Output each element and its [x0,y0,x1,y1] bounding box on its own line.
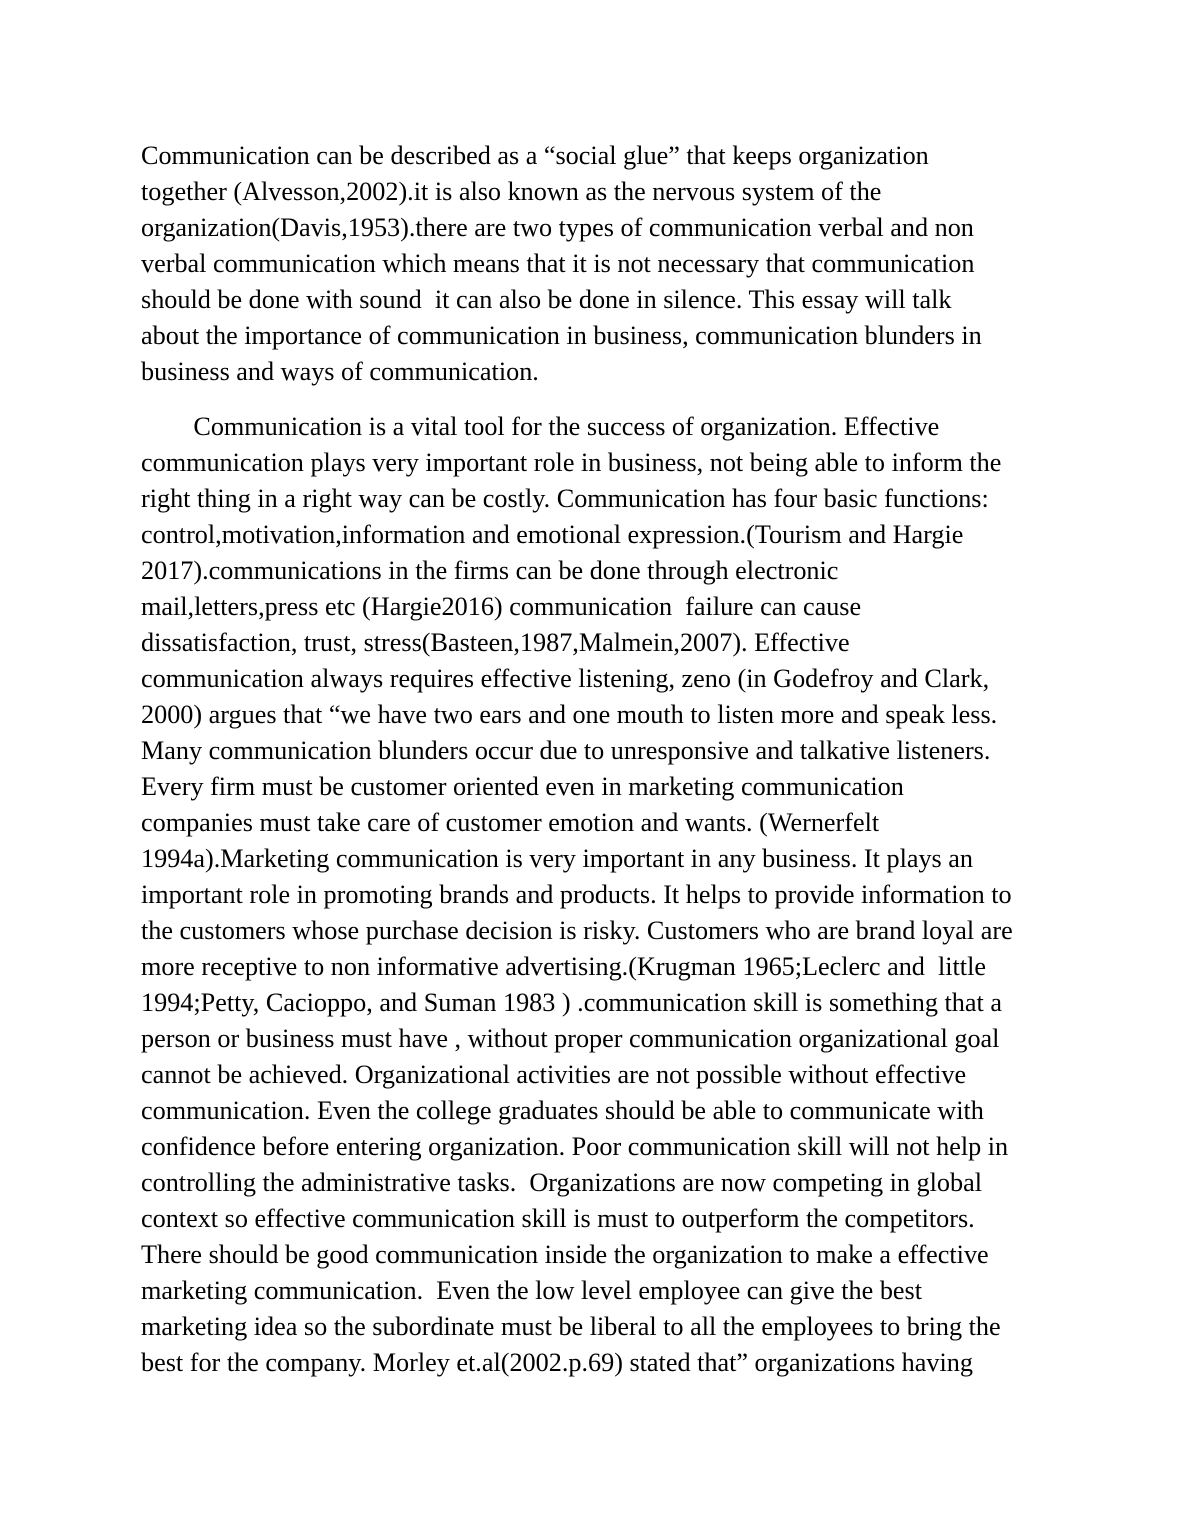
text-line: person or business must have , without proper communication organizational goal [141,1024,1000,1053]
paragraph-intro [141,138,1081,390]
text-line: should be done with sound it can also be done in silence. This essay will talk [141,285,952,314]
text-line: companies must take care of customer emotion and wants. (Wernerfelt [141,808,880,837]
text-line: 2000) argues that “we have two ears and one mouth to listen more and speak less. [141,700,998,729]
document-body [141,138,1081,1381]
text-line: more receptive to non informative advertising.(Krugman 1965;Leclerc and little [141,952,986,981]
text-line: cannot be achieved. Organizational activities are not possible without effective [141,1060,967,1089]
text-line: about the importance of communication in business, communication blunders in [141,321,982,350]
text-line: marketing communication. Even the low level employee can give the best [141,1276,923,1305]
text-line: important role in promoting brands and products. It helps to provide information to [141,880,1012,909]
text-line: control,motivation,information and emotional expression.(Tourism and Hargie [141,520,964,549]
text-line: best for the company. Morley et.al(2002.p.69) stated that” organizations having [141,1348,973,1377]
paragraph-spacer [141,390,1081,409]
text-line: right thing in a right way can be costly. Communication has four basic functions: [141,484,989,513]
text-line: There should be good communication inside the organization to make a effective [141,1240,989,1269]
text-line: organization(Davis,1953).there are two types of communication verbal and non [141,213,974,242]
text-line: confidence before entering organization. Poor communication skill will not help in [141,1132,1009,1161]
text-line: verbal communication which means that it is not necessary that communication [141,249,975,278]
text-line: business and ways of communication. [141,357,539,386]
text-line: marketing idea so the subordinate must be liberal to all the employees to bring the [141,1312,1001,1341]
paragraph-body [141,409,1081,1381]
text-line: communication always requires effective listening, zeno (in Godefroy and Clark, [141,664,990,693]
text-line: dissatisfaction, trust, stress(Basteen,1987,Malmein,2007). Effective [141,628,850,657]
text-line: together (Alvesson,2002).it is also known as the nervous system of the [141,177,882,206]
text-line: 1994;Petty, Cacioppo, and Suman 1983 ) .communication skill is something that a [141,988,1002,1017]
text-line: Communication can be described as a “social glue” that keeps organization [141,141,929,170]
text-line: Every firm must be customer oriented even in marketing communication [141,772,904,801]
text-line: 2017).communications in the firms can be done through electronic [141,556,839,585]
text-line: 1994a).Marketing communication is very important in any business. It plays an [141,844,974,873]
text-line: context so effective communication skill is must to outperform the competitors. [141,1204,975,1233]
text-line: the customers whose purchase decision is risky. Customers who are brand loyal are [141,916,1013,945]
text-line: Communication is a vital tool for the success of organization. Effective [141,412,940,441]
text-line: mail,letters,press etc (Hargie2016) communication failure can cause [141,592,862,621]
text-line: communication. Even the college graduates should be able to communicate with [141,1096,984,1125]
text-line: controlling the administrative tasks. Organizations are now competing in global [141,1168,982,1197]
text-line: Many communication blunders occur due to unresponsive and talkative listeners. [141,736,991,765]
text-line: communication plays very important role in business, not being able to inform the [141,448,1002,477]
